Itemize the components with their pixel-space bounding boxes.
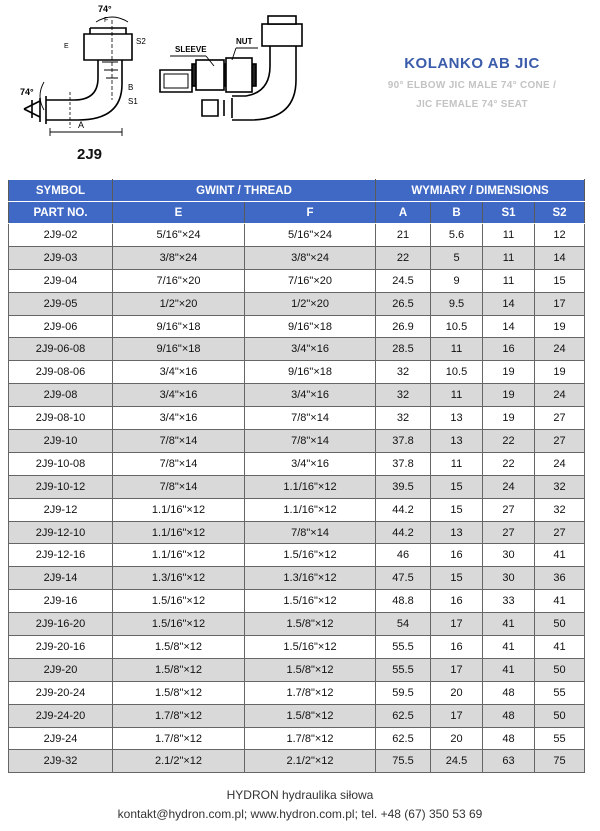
cell-thread-f: 1.5/16"×12 (245, 590, 376, 613)
elbow-side-view (24, 17, 132, 136)
cell-thread-e: 7/16"×20 (113, 269, 245, 292)
table-row (9, 292, 585, 315)
cell-dim-s1: 30 (483, 544, 535, 567)
cell-thread-e: 1.7/8"×12 (113, 727, 245, 750)
cell-dim-s2: 12 (535, 224, 585, 247)
sleeve-label: SLEEVE (175, 45, 207, 54)
cell-dim-s2: 17 (535, 292, 585, 315)
header-b: B (431, 202, 483, 224)
cell-thread-f: 7/8"×14 (245, 430, 376, 453)
table-row (9, 407, 585, 430)
cell-dim-s1: 48 (483, 727, 535, 750)
cell-thread-e: 7/8"×14 (113, 475, 245, 498)
cell-dim-s1: 22 (483, 452, 535, 475)
cell-thread-e: 3/4"×16 (113, 407, 245, 430)
table-row (9, 567, 585, 590)
cell-dim-s2: 75 (535, 750, 585, 773)
table-row (9, 452, 585, 475)
cell-dim-b: 17 (431, 704, 483, 727)
cell-part-no: 2J9-32 (9, 750, 113, 773)
cell-dim-a: 32 (376, 361, 431, 384)
table-row (9, 590, 585, 613)
cell-thread-f: 2.1/2"×12 (245, 750, 376, 773)
cell-dim-s2: 24 (535, 384, 585, 407)
dimension-b-label: B (128, 83, 134, 92)
footer-contact: kontakt@hydron.com.pl; www.hydron.com.pl; tel. +48 (67) 350 53 69 (117, 807, 483, 821)
cell-dim-s1: 22 (483, 430, 535, 453)
cell-part-no: 2J9-02 (9, 224, 113, 247)
cell-dim-s2: 19 (535, 361, 585, 384)
cell-dim-s2: 14 (535, 246, 585, 269)
cell-dim-b: 20 (431, 681, 483, 704)
cell-dim-b: 15 (431, 498, 483, 521)
cell-dim-b: 24.5 (431, 750, 483, 773)
cell-dim-s2: 19 (535, 315, 585, 338)
cell-part-no: 2J9-08-10 (9, 407, 113, 430)
table-row (9, 338, 585, 361)
cell-dim-b: 5 (431, 246, 483, 269)
header-thread: GWINT / THREAD (113, 180, 376, 202)
cell-thread-f: 1.7/8"×12 (245, 681, 376, 704)
cell-dim-a: 48.8 (376, 590, 431, 613)
cell-thread-f: 9/16"×18 (245, 361, 376, 384)
cell-dim-s1: 30 (483, 567, 535, 590)
cell-dim-a: 62.5 (376, 704, 431, 727)
cell-thread-e: 1/2"×20 (113, 292, 245, 315)
dimension-e-label: E (64, 43, 69, 50)
cell-dim-s2: 55 (535, 727, 585, 750)
product-heading (372, 55, 572, 114)
cell-dim-a: 59.5 (376, 681, 431, 704)
dimension-s1-label: S1 (128, 97, 138, 106)
cell-dim-b: 17 (431, 658, 483, 681)
cell-dim-b: 11 (431, 338, 483, 361)
cell-dim-s1: 41 (483, 636, 535, 659)
cell-dim-b: 11 (431, 384, 483, 407)
cell-part-no: 2J9-10 (9, 430, 113, 453)
cell-part-no: 2J9-16-20 (9, 613, 113, 636)
cell-dim-s2: 32 (535, 475, 585, 498)
cell-thread-e: 1.5/8"×12 (113, 636, 245, 659)
cell-thread-e: 1.7/8"×12 (113, 704, 245, 727)
cell-dim-s2: 50 (535, 704, 585, 727)
cell-dim-b: 11 (431, 452, 483, 475)
series-code: 2J9 (77, 146, 103, 163)
cell-dim-a: 37.8 (376, 430, 431, 453)
table-row (9, 269, 585, 292)
cell-dim-a: 55.5 (376, 636, 431, 659)
cell-dim-a: 24.5 (376, 269, 431, 292)
cell-dim-b: 13 (431, 430, 483, 453)
cell-dim-s1: 11 (483, 246, 535, 269)
cell-dim-b: 10.5 (431, 315, 483, 338)
cell-thread-f: 5/16"×24 (245, 224, 376, 247)
cell-thread-e: 1.1/16"×12 (113, 544, 245, 567)
cell-dim-s1: 41 (483, 613, 535, 636)
cell-thread-e: 1.1/16"×12 (113, 521, 245, 544)
cell-thread-e: 1.5/8"×12 (113, 658, 245, 681)
table-row (9, 315, 585, 338)
cell-dim-a: 28.5 (376, 338, 431, 361)
cell-thread-f: 3/4"×16 (245, 452, 376, 475)
cell-dim-a: 62.5 (376, 727, 431, 750)
cell-part-no: 2J9-06-08 (9, 338, 113, 361)
table-row (9, 750, 585, 773)
header-f: F (245, 202, 376, 224)
cell-dim-s1: 48 (483, 704, 535, 727)
cell-thread-f: 7/8"×14 (245, 521, 376, 544)
cell-dim-s1: 27 (483, 521, 535, 544)
cell-part-no: 2J9-14 (9, 567, 113, 590)
cell-thread-e: 3/4"×16 (113, 384, 245, 407)
table-row (9, 704, 585, 727)
cell-thread-e: 9/16"×18 (113, 315, 245, 338)
cell-dim-s1: 63 (483, 750, 535, 773)
cell-dim-s2: 24 (535, 338, 585, 361)
table-row (9, 636, 585, 659)
fitting-technical-drawing (0, 0, 360, 140)
cell-thread-f: 3/4"×16 (245, 384, 376, 407)
dimensions-table (8, 179, 585, 773)
cell-part-no: 2J9-12-10 (9, 521, 113, 544)
cell-dim-s1: 19 (483, 361, 535, 384)
cell-thread-e: 7/8"×14 (113, 452, 245, 475)
table-row (9, 384, 585, 407)
cell-thread-f: 7/8"×14 (245, 407, 376, 430)
cell-dim-s1: 41 (483, 658, 535, 681)
cell-dim-s2: 24 (535, 452, 585, 475)
header-a: A (376, 202, 431, 224)
cell-dim-s2: 15 (535, 269, 585, 292)
cell-dim-b: 13 (431, 407, 483, 430)
cell-dim-a: 26.9 (376, 315, 431, 338)
table-row (9, 613, 585, 636)
table-row (9, 430, 585, 453)
cell-part-no: 2J9-20-16 (9, 636, 113, 659)
cell-thread-e: 1.5/8"×12 (113, 681, 245, 704)
cell-dim-s1: 33 (483, 590, 535, 613)
cell-dim-a: 26.5 (376, 292, 431, 315)
cell-thread-f: 1.5/8"×12 (245, 658, 376, 681)
angle-left-label: 74° (20, 87, 34, 97)
cell-dim-s1: 14 (483, 315, 535, 338)
cell-dim-s2: 41 (535, 590, 585, 613)
cell-part-no: 2J9-08 (9, 384, 113, 407)
cell-thread-e: 3/8"×24 (113, 246, 245, 269)
cell-dim-b: 10.5 (431, 361, 483, 384)
cell-dim-a: 21 (376, 224, 431, 247)
cell-thread-e: 1.1/16"×12 (113, 498, 245, 521)
cell-part-no: 2J9-04 (9, 269, 113, 292)
cell-thread-f: 7/16"×20 (245, 269, 376, 292)
cell-thread-f: 1.1/16"×12 (245, 498, 376, 521)
table-row (9, 361, 585, 384)
cell-part-no: 2J9-10-12 (9, 475, 113, 498)
cell-dim-s1: 11 (483, 224, 535, 247)
cell-part-no: 2J9-08-06 (9, 361, 113, 384)
cell-dim-a: 37.8 (376, 452, 431, 475)
cell-dim-s2: 50 (535, 613, 585, 636)
nut-label: NUT (236, 37, 253, 46)
cell-dim-a: 54 (376, 613, 431, 636)
cell-dim-a: 32 (376, 384, 431, 407)
elbow-section-view (160, 16, 302, 120)
cell-dim-s2: 36 (535, 567, 585, 590)
table-row (9, 521, 585, 544)
cell-dim-b: 5.6 (431, 224, 483, 247)
cell-part-no: 2J9-24-20 (9, 704, 113, 727)
cell-part-no: 2J9-10-08 (9, 452, 113, 475)
table-row (9, 224, 585, 247)
cell-thread-e: 2.1/2"×12 (113, 750, 245, 773)
cell-dim-s1: 24 (483, 475, 535, 498)
cell-part-no: 2J9-06 (9, 315, 113, 338)
cell-thread-f: 1/2"×20 (245, 292, 376, 315)
cell-dim-s1: 48 (483, 681, 535, 704)
cell-thread-f: 3/4"×16 (245, 338, 376, 361)
dimension-f-label: F (104, 17, 109, 24)
cell-dim-a: 22 (376, 246, 431, 269)
cell-thread-f: 1.5/8"×12 (245, 704, 376, 727)
cell-dim-s2: 41 (535, 544, 585, 567)
cell-part-no: 2J9-24 (9, 727, 113, 750)
cell-thread-e: 7/8"×14 (113, 430, 245, 453)
cell-dim-s2: 27 (535, 521, 585, 544)
cell-dim-b: 20 (431, 727, 483, 750)
cell-dim-a: 44.2 (376, 498, 431, 521)
table-row (9, 498, 585, 521)
product-title: KOLANKO AB JIC (404, 55, 540, 72)
header-part-no: PART NO. (9, 202, 113, 224)
table-row (9, 544, 585, 567)
dimension-a-label: A (78, 120, 85, 130)
cell-thread-e: 1.3/16"×12 (113, 567, 245, 590)
header-e: E (113, 202, 245, 224)
cell-dim-b: 15 (431, 567, 483, 590)
cell-thread-f: 1.3/16"×12 (245, 567, 376, 590)
table-row (9, 658, 585, 681)
cell-dim-s2: 27 (535, 407, 585, 430)
cell-dim-b: 9.5 (431, 292, 483, 315)
cell-dim-b: 17 (431, 613, 483, 636)
cell-dim-s1: 19 (483, 407, 535, 430)
cell-dim-a: 44.2 (376, 521, 431, 544)
cell-dim-a: 47.5 (376, 567, 431, 590)
cell-dim-b: 15 (431, 475, 483, 498)
table-row (9, 727, 585, 750)
table-row (9, 475, 585, 498)
cell-thread-f: 1.5/16"×12 (245, 636, 376, 659)
cell-part-no: 2J9-16 (9, 590, 113, 613)
cell-dim-s1: 14 (483, 292, 535, 315)
header-dimensions: WYMIARY / DIMENSIONS (376, 180, 585, 202)
cell-dim-s2: 27 (535, 430, 585, 453)
cell-dim-s2: 32 (535, 498, 585, 521)
cell-part-no: 2J9-20-24 (9, 681, 113, 704)
cell-dim-s2: 55 (535, 681, 585, 704)
cell-thread-e: 1.5/16"×12 (113, 590, 245, 613)
cell-dim-a: 55.5 (376, 658, 431, 681)
cell-dim-s1: 16 (483, 338, 535, 361)
header-s2: S2 (535, 202, 585, 224)
cell-dim-s1: 19 (483, 384, 535, 407)
cell-thread-e: 9/16"×18 (113, 338, 245, 361)
product-subtitle-line2: JIC FEMALE 74° SEAT (416, 99, 528, 110)
cell-dim-a: 75.5 (376, 750, 431, 773)
cell-dim-b: 16 (431, 590, 483, 613)
cell-thread-f: 1.5/16"×12 (245, 544, 376, 567)
cell-part-no: 2J9-12-16 (9, 544, 113, 567)
cell-dim-s1: 27 (483, 498, 535, 521)
cell-thread-e: 1.5/16"×12 (113, 613, 245, 636)
angle-top-label: 74° (98, 4, 112, 14)
cell-dim-a: 32 (376, 407, 431, 430)
header-s1: S1 (483, 202, 535, 224)
cell-thread-f: 1.5/8"×12 (245, 613, 376, 636)
cell-thread-f: 3/8"×24 (245, 246, 376, 269)
cell-thread-f: 9/16"×18 (245, 315, 376, 338)
cell-dim-b: 9 (431, 269, 483, 292)
cell-dim-b: 16 (431, 544, 483, 567)
cell-dim-b: 16 (431, 636, 483, 659)
cell-dim-s1: 11 (483, 269, 535, 292)
table-body (9, 224, 585, 773)
footer-company: HYDRON hydraulika siłowa (226, 788, 374, 802)
cell-dim-s2: 50 (535, 658, 585, 681)
cell-dim-s2: 41 (535, 636, 585, 659)
cell-thread-f: 1.7/8"×12 (245, 727, 376, 750)
cell-thread-e: 3/4"×16 (113, 361, 245, 384)
cell-part-no: 2J9-03 (9, 246, 113, 269)
cell-dim-b: 13 (431, 521, 483, 544)
table-row (9, 246, 585, 269)
cell-dim-a: 39.5 (376, 475, 431, 498)
cell-thread-f: 1.1/16"×12 (245, 475, 376, 498)
header-symbol: SYMBOL (9, 180, 113, 202)
table-row (9, 681, 585, 704)
cell-thread-e: 5/16"×24 (113, 224, 245, 247)
product-subtitle-line1: 90° ELBOW JIC MALE 74° CONE / (387, 80, 557, 91)
cell-part-no: 2J9-05 (9, 292, 113, 315)
dimension-s2-label: S2 (136, 37, 146, 46)
cell-dim-a: 46 (376, 544, 431, 567)
cell-part-no: 2J9-12 (9, 498, 113, 521)
cell-part-no: 2J9-20 (9, 658, 113, 681)
